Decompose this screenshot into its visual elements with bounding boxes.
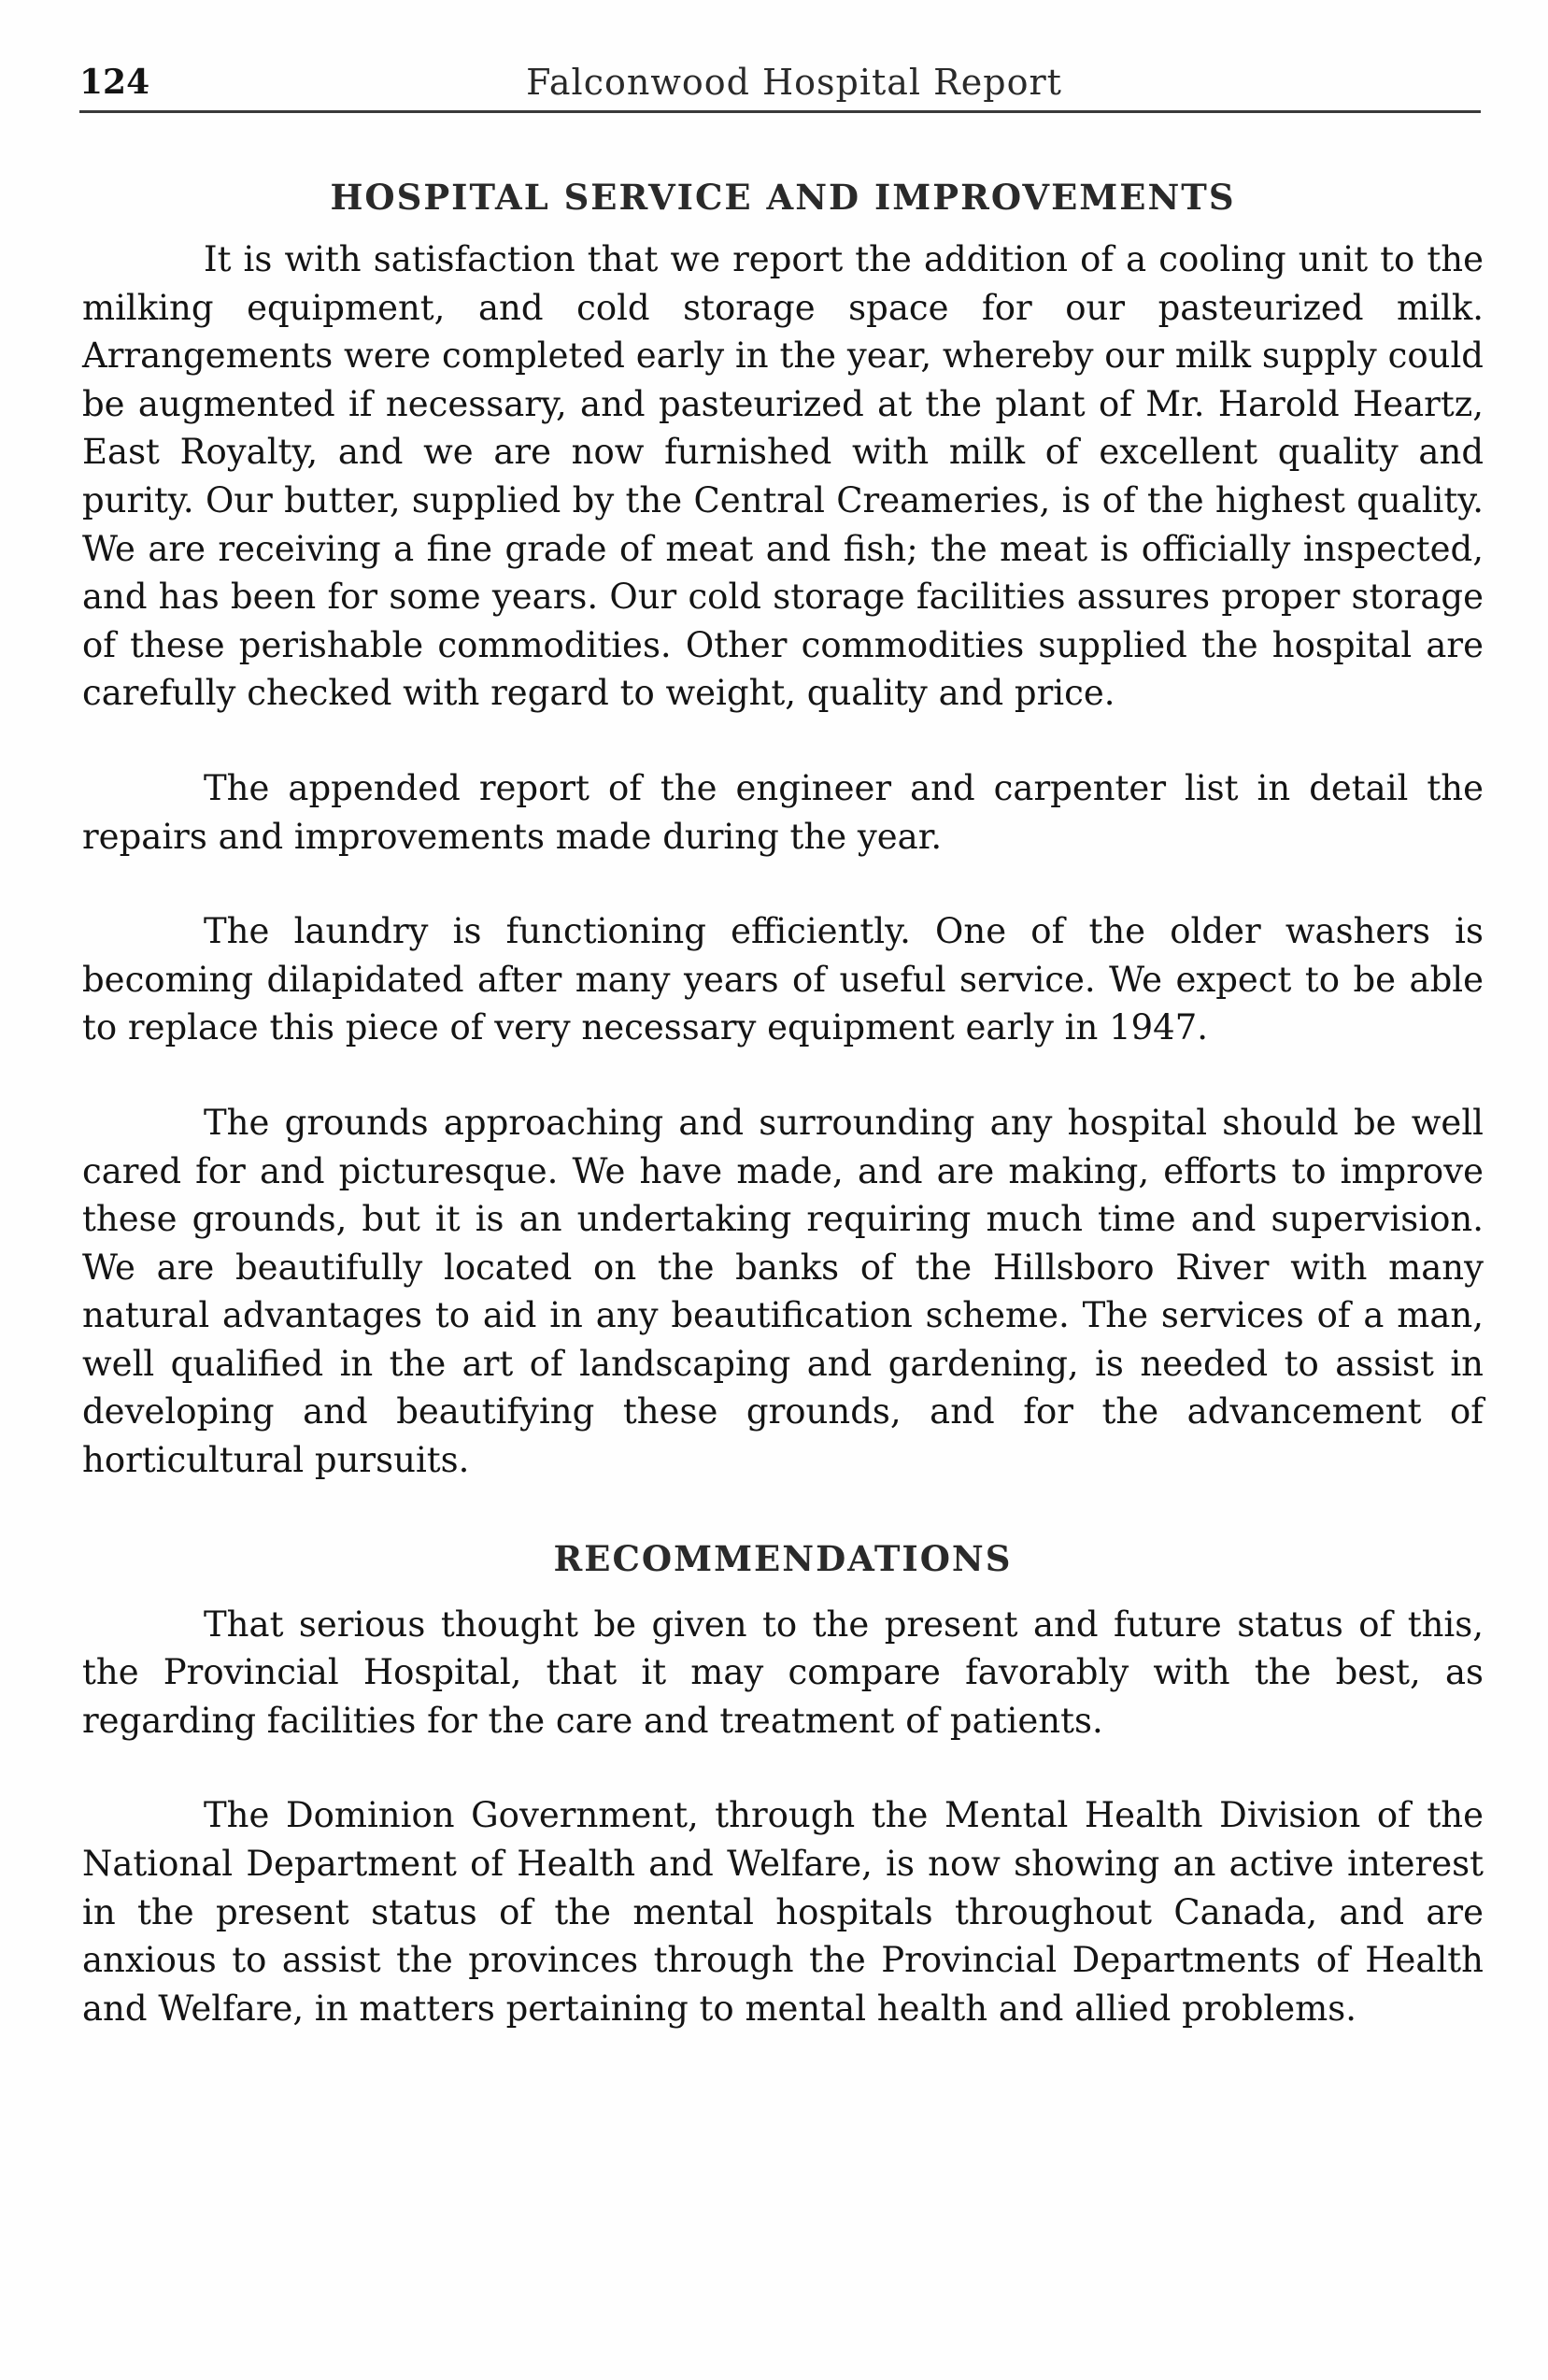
page-body [82, 168, 1484, 2032]
paragraph-grounds: The grounds approaching and surrounding any hospital should be well cared for and picturesque. We have made, and are making, efforts to improve these grounds, but it is an undertaking requiring much time and supervision. We are beautifully located on the banks of the Hillsboro River with many natural advantages to aid in any beautification scheme. The services of a man, well qualified in the art of landscaping and gardening, is needed to assist in developing and beautifying these grounds, and for the advancement of horticultural pursuits. [82, 1102, 1484, 1481]
header-rule [79, 110, 1481, 113]
page-number: 124 [79, 63, 150, 102]
paragraph-engineer-report: The appended report of the engineer and carpenter list in detail the repairs and improvements made during the year. [82, 767, 1484, 857]
paragraph-cooling-unit: It is with satisfaction that we report the addition of a cooling unit to the milking equipment, and cold storage space for our pasteurized milk. Arrangements were completed early in the year, whereby our milk supply could be augmented if necessary, and pasteurized at the plant of Mr. Harold Heartz, East Royalty, and we are now furnished with milk of excellent quality and purity. Our butter, supplied by the Central Creameries, is of the highest quality. We are receiving a fine grade of meat and fish; the meat is officially inspected, and has been for some years. Our cold storage facilities assures proper storage of these perishable commodities. Other commodities supplied the hospital are carefully checked with regard to weight, quality and price. [82, 239, 1484, 714]
running-head [79, 54, 1481, 110]
section-heading-hospital-service: HOSPITAL SERVICE AND IMPROVEMENTS [330, 177, 1236, 218]
paragraph-dominion-government: The Dominion Government, through the Mental Health Division of the National Department of Health and Welfare, is now showing an active interest in the present status of the mental hospitals throughout Canada, and are anxious to assist the provinces through the Provincial Departments of Health and Welfare, in matters pertaining to mental health and allied problems. [82, 1795, 1484, 2029]
paragraph-laundry: The laundry is functioning efficiently. One of the older washers is becoming dilapidated after many years of useful service. We expect to be able to replace this piece of very necessary equipment early in 1947. [82, 911, 1484, 1048]
running-title: Falconwood Hospital Report [526, 62, 1062, 103]
paragraph-provincial-hospital: That serious thought be given to the present and future status of this, the Provincial Hospital, that it may compare favorably with the best, as regarding facilities for the care and treatment of patients. [82, 1603, 1484, 1741]
section-heading-recommendations: RECOMMENDATIONS [553, 1537, 1013, 1579]
